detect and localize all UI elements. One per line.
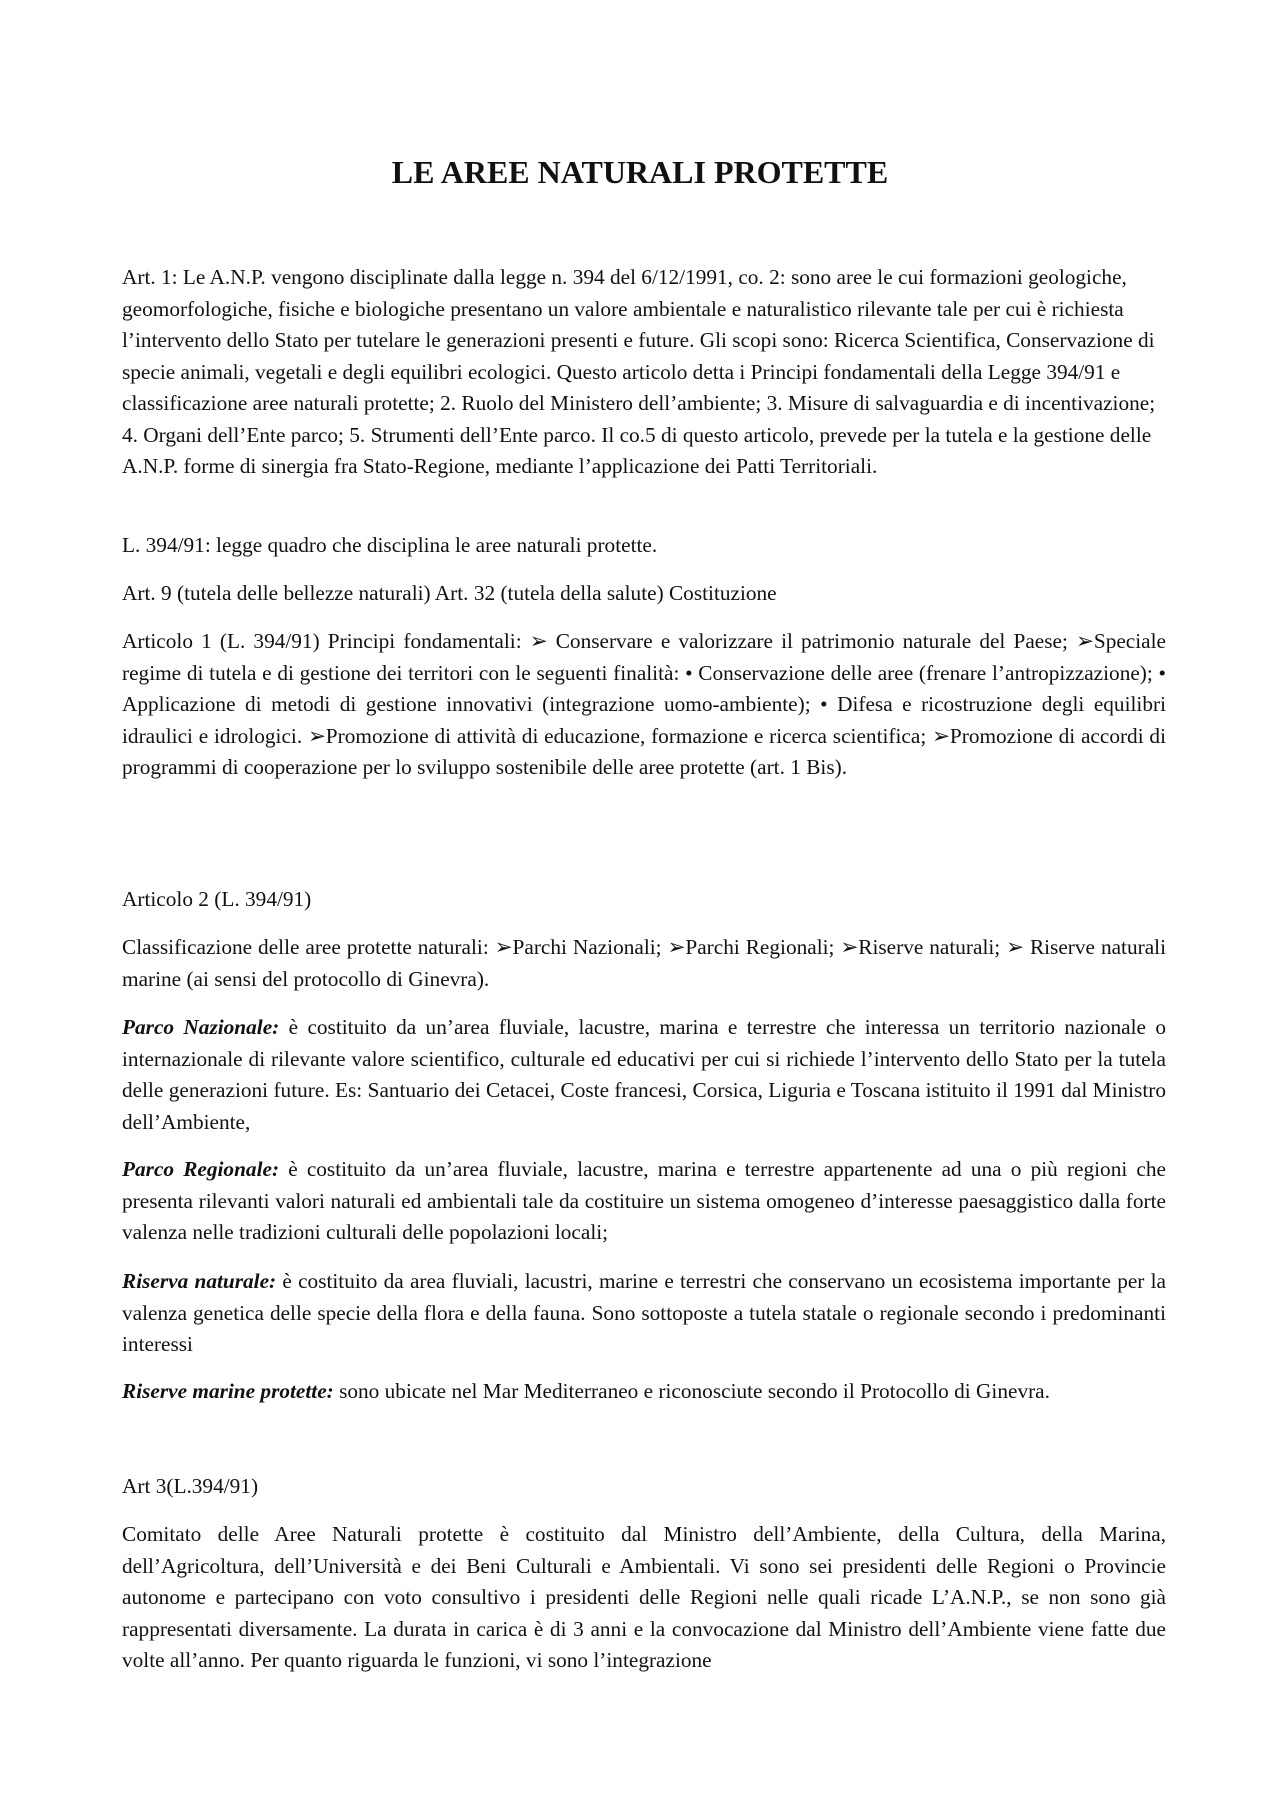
paragraph-comitato: Comitato delle Aree Naturali protette è costituito dal Ministro dell’Ambiente, della Cultura, della Marina, dell’Agricoltura, dell’Università e dei Beni Culturali e Ambientali. Vi sono sei presidenti delle Regioni o Provincie autonome e partecipano con voto consultivo i presidenti delle Regioni nelle quali ricade L’A.N.P., se non sono già rappresentati diversamente. La durata in carica è di 3 anni e la convocazione dal Ministro dell’Ambiente viene fatte due volte all’anno. Per quanto riguarda le funzioni, vi sono l’integrazione [122, 1522, 1166, 1672]
paragraph-costituzione: Art. 9 (tutela delle bellezze naturali) Art. 32 (tutela della salute) Costituzione [122, 581, 777, 605]
page-title: LE AREE NATURALI PROTETTE [391, 154, 889, 190]
term-parco-regionale: Parco Regionale: [122, 1157, 280, 1181]
heading-art3: Art 3(L.394/91) [122, 1474, 259, 1498]
heading-articolo2: Articolo 2 (L. 394/91) [122, 887, 312, 911]
term-parco-nazionale: Parco Nazionale: [122, 1015, 280, 1039]
paragraph-legge-quadro: L. 394/91: legge quadro che disciplina le aree naturali protette. [122, 533, 658, 557]
paragraph-classificazione: Classificazione delle aree protette naturali: ➢Parchi Nazionali; ➢Parchi Regionali; ➢Riserve naturali; ➢ Riserve naturali marine (ai sensi del protocollo di Ginevra). [122, 935, 1166, 991]
text-parco-regionale: è costituito da un’area fluviale, lacustre, marina e terrestre appartenente ad una o più regioni che presenta rilevanti valori naturali ed ambientali tale da costituire un sistema omogeneo d’interesse paesaggistico dalla forte valenza nelle tradizioni culturali delle popolazioni locali; [122, 1157, 1166, 1244]
text-riserva-naturale: è costituito da area fluviali, lacustri, marine e terrestri che conservano un ecosistema importante per la valenza genetica delle specie della flora e della fauna. Sono sottoposte a tutela statale o regionale secondo i predominanti interessi [122, 1269, 1166, 1356]
text-riserve-marine: sono ubicate nel Mar Mediterraneo e riconosciute secondo il Protocollo di Ginevra. [333, 1379, 1050, 1403]
term-riserve-marine: Riserve marine protette: [122, 1379, 334, 1403]
paragraph-articolo1: Articolo 1 (L. 394/91) Principi fondamentali: ➢ Conservare e valorizzare il patrimonio naturale del Paese; ➢Speciale regime di tutela e di gestione dei territori con le seguenti finalità: • Conservazione delle aree (frenare l’antropizzazione); • Applicazione di metodi di gestione innovativi (integrazione uomo-ambiente); • Difesa e ricostruzione degli equilibri idraulici e idrologici. ➢Promozione di attività di educazione, formazione e ricerca scientifica; ➢Promozione di accordi di programmi di cooperazione per lo sviluppo sostenibile delle aree protette (art. 1 Bis). [122, 629, 1166, 779]
paragraph-riserva-naturale [122, 1266, 1166, 1361]
paragraph-parco-regionale [122, 1154, 1166, 1249]
term-riserva-naturale: Riserva naturale: [122, 1269, 277, 1293]
paragraph-riserve-marine [122, 1376, 1166, 1408]
text-parco-nazionale: è costituito da un’area fluviale, lacustre, marina e terrestre che interessa un territorio nazionale o internazionale di rilevante valore scientifico, culturale ed educativi per cui si richiede l’intervento dello Stato per la tutela delle generazioni future. Es: Santuario dei Cetacei, Coste francesi, Corsica, Liguria e Toscana istituito il 1991 dal Ministro dell’Ambiente, [122, 1015, 1166, 1134]
paragraph-art1-intro: Art. 1: Le A.N.P. vengono disciplinate dalla legge n. 394 del 6/12/1991, co. 2: sono aree le cui formazioni geologiche, geomorfologiche, fisiche e biologiche presentano un valore ambientale e naturalistico rilevante tale per cui è richiesta l’intervento dello Stato per tutelare le generazioni presenti e future. Gli scopi sono: Ricerca Scientifica, Conservazione di specie animali, vegetali e degli equilibri ecologici. Questo articolo detta i Principi fondamentali della Legge 394/91 e classificazione aree naturali protette; 2. Ruolo del Ministero dell’ambiente; 3. Misure di salvaguardia e di incentivazione; 4. Organi dell’Ente parco; 5. Strumenti dell’Ente parco. Il co.5 di questo articolo, prevede per la tutela e la gestione delle A.N.P. forme di sinergia fra Stato-Regione, mediante l’applicazione dei Patti Territoriali. [122, 265, 1156, 478]
paragraph-parco-nazionale [122, 1012, 1166, 1138]
